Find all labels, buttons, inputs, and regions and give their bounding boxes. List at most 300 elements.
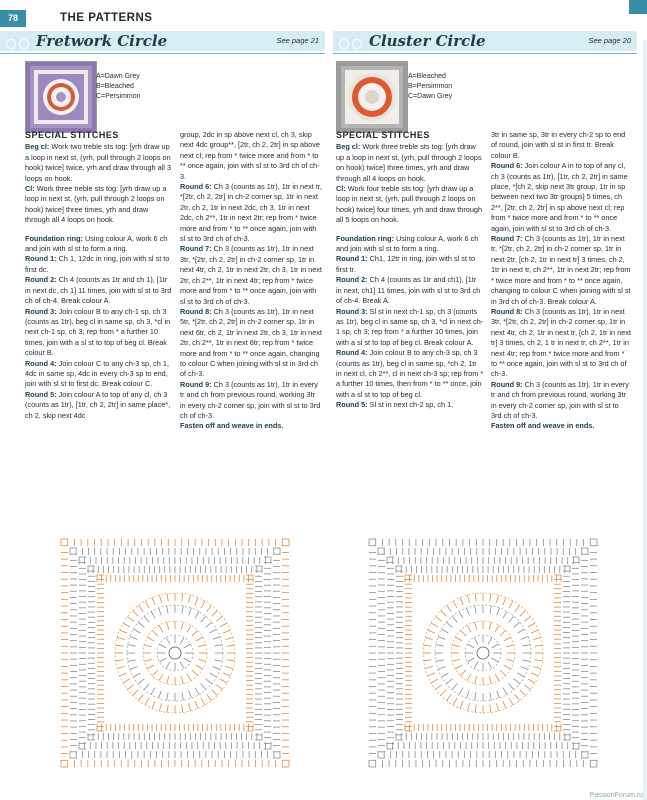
stitch-mark xyxy=(128,645,136,646)
stitch-mark xyxy=(459,688,463,695)
stitch-mark xyxy=(133,611,139,617)
stitch-mark xyxy=(123,623,130,627)
stitch-mark xyxy=(520,690,526,696)
round-label: Round 7: xyxy=(491,234,523,244)
stitch-mark xyxy=(489,676,491,684)
stitch-mark xyxy=(201,698,205,705)
stitch-mark xyxy=(428,673,435,676)
pattern-title-bar-left xyxy=(0,31,325,51)
stitch-mark xyxy=(497,608,500,616)
stitch-mark xyxy=(138,679,144,684)
stitch-mark xyxy=(182,606,183,614)
see-page-link[interactable]: See page 20 xyxy=(588,36,631,45)
stitch-mark xyxy=(152,598,155,605)
stitch-mark xyxy=(216,685,222,690)
stitch-mark xyxy=(492,658,499,662)
stitch-mark xyxy=(503,688,507,695)
instruction-paragraph: Round 5: Sl st in next ch-2 sp, ch 1, xyxy=(336,400,454,410)
stitch-mark xyxy=(195,701,198,708)
instructions-column xyxy=(336,130,484,411)
stitch-mark xyxy=(123,679,130,683)
stitch-mark xyxy=(424,645,432,646)
stitch-mark xyxy=(138,622,144,627)
stitch-mark xyxy=(503,611,507,618)
round-label: Cl: xyxy=(336,184,346,194)
stitch-mark xyxy=(138,694,143,700)
instruction-paragraph: Round 1: Ch1, 12tr in ring, join with sl st to first tr. xyxy=(336,254,476,274)
stitch-mark xyxy=(488,662,492,669)
stitch-mark xyxy=(533,666,541,668)
instruction-paragraph: Round 7: Ch 3 (counts as 1tr), 1tr in next tr, *[2tr, ch 2, 2tr] in ch-2 corner sp, 1tr in next 2tr, [ch 2, 1tr in next tr] 3 times, ch 2, 1tr in next tr, ch 2**, 1tr in next 2tr; rep from * twice more and from * to ** once again, changing to colour C when joining with sl st in 3rd ch of ch-3. Break colour A. xyxy=(491,234,631,306)
stitch-mark xyxy=(495,625,499,632)
round-label: Round 7: xyxy=(180,244,212,254)
stitch-mark xyxy=(467,608,470,616)
stitch-mark xyxy=(452,645,460,647)
instruction-paragraph: Foundation ring: Using colour A, work 6 ch and join with sl st to form a ring. xyxy=(25,233,168,254)
stitch-mark xyxy=(475,676,477,684)
stitch-mark xyxy=(159,644,166,648)
stitch-mark xyxy=(490,606,491,614)
stitch-mark xyxy=(189,608,192,616)
round-label: Round 9: xyxy=(180,379,212,389)
stitch-mark xyxy=(167,606,168,614)
stitch-mark xyxy=(503,598,506,605)
stitch-mark xyxy=(189,691,192,699)
stitch-mark xyxy=(159,674,163,681)
stitch-mark xyxy=(503,701,506,708)
stitch-mark xyxy=(474,662,478,669)
instruction-paragraph: Cl: Work four treble sts tog: [yrh draw up a loop in next st, (yrh, pull through 2 loops on hook) twice] four times, yrh and draw through all 5 loops on hook. xyxy=(336,184,483,225)
stitch-mark xyxy=(116,660,124,661)
stitch-mark xyxy=(120,673,127,676)
instruction-paragraph: Round 7: Ch 3 (counts as 1tr), 1tr in next 3tr, *[2tr, ch 2, 2tr] in ch-2 corner sp, 1tr in next 4tr, ch 2, 1tr in next 2tr, ch 3, 1tr in next 2tr, ch 2**, 1tr in next 4tr; rep from * twice more and from * to ** once again, join with sl st to 3rd ch of ch-3. xyxy=(180,244,322,306)
instruction-paragraph: Round 6: Ch 3 (counts as 1tr), 1tr in next tr, *[2tr, ch 2, 2tr] in ch-2 corner sp, 1tr in next 2tr, ch 2, 1tr in next 2dc, ch 3, 1tr in next 2dc, ch 2**, 1tr in next 2tr; rep from * twice more and from * to ** once again, join with sl st to 3rd ch of ch-3. xyxy=(180,182,322,244)
stitch-mark xyxy=(227,660,235,661)
stitch-mark xyxy=(192,630,198,636)
stitch-mark xyxy=(460,630,466,636)
section-title: THE PATTERNS xyxy=(60,12,153,24)
stitch-mark xyxy=(446,622,452,627)
flower-icon xyxy=(339,36,365,54)
stitch-mark xyxy=(201,684,206,690)
stitch-mark xyxy=(488,637,492,644)
instruction-paragraph: group, 2dc in sp above next cl, ch 3, skip next 4dc group**, [2tr, ch 2, 2tr] in sp above next cl; rep from * twice more and from * to ** once again, join with sl st to 3rd ch of ch-3. xyxy=(180,130,320,181)
stitch-mark xyxy=(460,598,463,605)
stitch-mark xyxy=(515,694,520,700)
stitch-mark xyxy=(212,690,218,696)
stitch-mark xyxy=(159,595,161,603)
stitch-mark xyxy=(223,630,230,633)
stitch-mark xyxy=(436,660,444,661)
stitch-mark xyxy=(167,705,168,713)
colour-key-left xyxy=(96,72,141,102)
stitch-mark xyxy=(206,679,212,684)
round-label: Round 6: xyxy=(491,161,523,171)
stitch-mark xyxy=(210,673,217,677)
stitch-mark xyxy=(435,616,441,621)
instruction-paragraph: Round 2: Ch 4 (counts as 1tr and ch 1), [1tr in next dc, ch 1] 11 times, join with sl st to 3rd ch of ch-4. Break colour A. xyxy=(25,275,172,306)
stitch-mark xyxy=(201,616,206,622)
stitch-mark xyxy=(460,701,463,708)
instruction-paragraph: Beg cl: Work two treble sts tog: [yrh draw up a loop in next st, (yrh, pull through 2 loops on hook) twice] twice, yrh and draw through all 3 loops on hook. xyxy=(25,142,172,183)
stitch-mark xyxy=(144,616,149,622)
instruction-paragraph: Round 5: Join colour A to top of any cl, ch 3 (counts as 1tr), [1tr, ch 2, 2tr] in same place*, ch 2, skip next 4dc xyxy=(25,389,171,420)
stitch-mark xyxy=(425,637,433,639)
stitch-mark xyxy=(144,659,152,661)
stitch-mark xyxy=(128,660,136,661)
stitch-mark xyxy=(475,606,476,614)
stitch-mark xyxy=(535,645,543,646)
stitch-mark xyxy=(117,666,125,668)
stitch-mark xyxy=(467,595,469,603)
stitch-mark xyxy=(496,703,498,711)
instructions-column xyxy=(491,130,631,432)
stitch-mark xyxy=(496,595,498,603)
colour-key-item: C=Persimmon xyxy=(96,93,141,100)
stitch-mark xyxy=(117,637,125,639)
stitch-mark xyxy=(467,658,474,662)
stitch-mark xyxy=(187,625,191,632)
stitch-mark xyxy=(467,644,474,648)
round-label: Round 5: xyxy=(25,389,57,399)
stitch-mark xyxy=(195,688,199,695)
stitch-mark xyxy=(180,637,184,644)
instruction-paragraph: 3tr in same sp, 3tr in every ch-2 sp to end of round, join with sl st in first tr. Break colour B. xyxy=(491,130,626,160)
colour-key-right xyxy=(408,72,452,102)
stitch-mark xyxy=(138,605,143,611)
round-label: Round 6: xyxy=(180,182,212,192)
stitch-mark xyxy=(475,705,476,713)
stitch-mark xyxy=(159,658,166,662)
stitch-mark xyxy=(167,676,169,684)
stitch-mark xyxy=(515,605,520,611)
flower-icon xyxy=(6,36,32,54)
stitch-mark xyxy=(145,601,149,608)
stitch-mark xyxy=(184,658,191,662)
stitch-mark xyxy=(514,679,520,684)
watermark: PassionForum.ru xyxy=(589,792,643,799)
round-label: Foundation ring: xyxy=(25,233,83,243)
stitch-mark xyxy=(475,622,477,630)
stitch-mark xyxy=(127,616,133,621)
stitch-mark xyxy=(500,630,506,636)
stitch-mark xyxy=(144,645,152,647)
stitch-mark xyxy=(467,691,470,699)
pattern-title: Cluster Circle xyxy=(369,32,486,50)
stitch-mark xyxy=(520,611,526,617)
stitch-mark xyxy=(460,670,466,676)
stitch-mark xyxy=(522,660,530,661)
stitch-mark xyxy=(130,667,138,670)
stitch-mark xyxy=(431,623,438,627)
stitch-mark xyxy=(528,679,535,683)
stitch-mark xyxy=(120,630,127,633)
stitch-mark xyxy=(438,667,446,670)
instruction-paragraph: Round 3: Sl st in next ch-1 sp, ch 3 (counts as 1tr), beg cl in same sp, ch 3, *cl in next ch-1 sp, ch 3; rep from * a further 10 times, join with a sl st to top of beg cl. Break colour A. xyxy=(336,306,484,347)
stitch-mark xyxy=(225,666,233,668)
stitch-mark xyxy=(535,660,543,661)
stitch-mark xyxy=(144,684,149,690)
round-label: Round 5: xyxy=(336,400,368,410)
stitch-mark xyxy=(198,645,206,647)
stitch-mark xyxy=(453,698,457,705)
stitch-mark xyxy=(167,594,168,602)
stitch-mark xyxy=(210,629,217,633)
colour-key-item: C=Dawn Grey xyxy=(408,93,453,100)
stitch-mark xyxy=(497,691,500,699)
stitch-mark xyxy=(152,670,158,676)
stitch-mark xyxy=(227,645,235,646)
stitch-mark xyxy=(475,692,476,700)
stitch-mark xyxy=(475,594,476,602)
stitch-mark xyxy=(182,692,183,700)
stitch-mark xyxy=(220,623,227,627)
instructions-column xyxy=(25,130,173,421)
stitch-mark xyxy=(467,674,471,681)
stitch-mark xyxy=(452,616,457,622)
stitch-mark xyxy=(133,690,139,696)
stitch-mark xyxy=(500,670,506,676)
stitch-mark xyxy=(180,662,184,669)
stitch-mark xyxy=(495,674,499,681)
stitch-mark xyxy=(446,679,452,684)
stitch-mark xyxy=(509,698,513,705)
stitch-mark xyxy=(151,688,155,695)
round-label: Round 3: xyxy=(25,306,57,316)
stitch-mark xyxy=(192,670,198,676)
instruction-paragraph: Round 2: Ch 4 (counts as 1tr and ch1), [1tr in next, ch1] 11 times, join with sl st to 3rd ch of ch-4. Break A. xyxy=(336,275,481,306)
stitch-mark xyxy=(216,616,222,621)
stitch-mark xyxy=(184,644,191,648)
stitch-mark xyxy=(188,703,190,711)
stitch-mark xyxy=(214,645,222,646)
stitch-mark xyxy=(147,637,154,641)
pattern-title-bar-right xyxy=(333,31,637,51)
stitch-mark xyxy=(188,595,190,603)
colour-key-item: A=Dawn Grey xyxy=(96,73,140,80)
round-label: Round 4: xyxy=(25,358,57,368)
stitch-mark xyxy=(436,645,444,646)
stitch-mark xyxy=(145,698,149,705)
stitch-mark xyxy=(533,637,541,639)
stitch-mark xyxy=(201,601,205,608)
stitch-mark xyxy=(504,637,511,641)
stitch-mark xyxy=(441,690,447,696)
stitch-mark xyxy=(490,692,491,700)
instruction-paragraph: Round 4: Join colour C to any ch-3 sp, ch 1, 4dc in same sp, 4dc in every ch-3 sp to end, join with sl st to first dc. Break colour C. xyxy=(25,358,169,389)
stitch-mark xyxy=(213,667,221,670)
stitch-mark xyxy=(435,685,441,690)
stitch-mark xyxy=(522,645,530,646)
instruction-paragraph: Round 6: Join colour A in to top of any cl, ch 3 (counts as 1tr), [1tr, ch 2, 2tr] in same place, *[ch 2, skip next 3tr group, 1tr in sp between next two 3tr groups] 5 times, ch 2**, [2tr, ch 2, 2tr] in sp above next cl; rep from * twice more and from * to ** once again, join with sl st to 3rd ch of ch-3. xyxy=(491,161,628,233)
stitch-mark xyxy=(446,694,451,700)
stitch-mark xyxy=(182,594,183,602)
stitch-mark xyxy=(207,605,212,611)
round-label: Foundation ring: xyxy=(336,233,394,243)
corner-tab xyxy=(629,0,647,14)
stitch-mark xyxy=(214,660,222,661)
stitch-mark xyxy=(133,629,140,633)
stitch-mark xyxy=(455,637,462,641)
foundation-ring xyxy=(169,647,181,659)
stitch-mark xyxy=(518,629,525,633)
stitch-mark xyxy=(528,623,535,627)
stitch-mark xyxy=(428,630,435,633)
stitch-mark xyxy=(196,665,203,669)
colour-key-item: A=Bleached xyxy=(408,73,446,80)
crochet-chart-left xyxy=(55,533,295,773)
instruction-paragraph: Round 1: Ch 1, 12dc in ring, join with sl st to first dc. xyxy=(25,254,170,274)
stitch-mark xyxy=(187,674,191,681)
page-header xyxy=(0,0,647,34)
round-label: Beg cl: xyxy=(336,142,361,152)
special-stitches-heading: SPECIAL STITCHES xyxy=(336,130,430,140)
instruction-paragraph xyxy=(491,421,631,431)
round-label: Round 2: xyxy=(25,275,57,285)
stitch-mark xyxy=(467,703,469,711)
stitch-mark xyxy=(467,625,471,632)
divider xyxy=(333,53,637,54)
page-number: 78 xyxy=(0,10,26,27)
stitch-mark xyxy=(206,622,212,627)
stitch-mark xyxy=(159,625,163,632)
stitch-mark xyxy=(181,622,183,630)
round-ring xyxy=(435,605,531,701)
round-label: Round 4: xyxy=(336,348,368,358)
stitch-mark xyxy=(223,673,230,676)
stitch-mark xyxy=(152,701,155,708)
stitch-mark xyxy=(424,660,432,661)
stitch-mark xyxy=(504,665,511,669)
stitch-mark xyxy=(159,608,162,616)
stitch-mark xyxy=(509,684,514,690)
instruction-paragraph: Beg cl: Work three treble sts tog: [yrh draw up a loop in next st, (yrh, pull through 2 loops on hook) twice] three times, yrh and draw through all 4 loops on hook. xyxy=(336,142,482,183)
stitch-mark xyxy=(489,622,491,630)
instruction-paragraph xyxy=(180,421,322,431)
round-label: Round 9: xyxy=(491,379,523,389)
instruction-paragraph: Round 8: Ch 3 (counts as 1tr), 1tr in next 3tr, *[2tr, ch 2, 2tr] in ch-2 corner sp, 1tr in next 4tr, ch 2, 1tr in next tr, [ch 2, 1tr in next tr] 3 times, ch 2, 1 tr in next tr, ch 2**, 1tr in next 4tr; rep from * twice more and from * to ** once again, join with sl st to 3rd ch of ch-3. xyxy=(491,306,631,379)
stitch-mark xyxy=(438,637,446,640)
stitch-mark xyxy=(524,616,530,621)
instruction-paragraph: Round 9: Ch 3 (counts as 1tr), 1tr in every tr and ch from previous round, working 3tr in every ch-2 corner sp, join with sl st to 3rd ch of ch-3. xyxy=(491,379,629,420)
stitch-mark xyxy=(195,598,198,605)
stitch-mark xyxy=(509,616,514,622)
stitch-mark xyxy=(492,644,499,648)
stitch-mark xyxy=(521,637,529,640)
stitch-mark xyxy=(521,667,529,670)
stitch-mark xyxy=(441,611,447,617)
swatch-image-left xyxy=(25,61,97,133)
stitch-mark xyxy=(518,673,525,677)
stitch-mark xyxy=(116,645,124,646)
colour-key-item: B=Persimmon xyxy=(408,83,453,90)
round-label: Round 1: xyxy=(25,254,57,264)
stitch-mark xyxy=(159,703,161,711)
stitch-mark xyxy=(212,611,218,617)
page-edge xyxy=(643,40,647,800)
instruction-paragraph: Cl: Work three treble sts tog: [yrh draw up a loop in next st, (yrh, pull through 2 loops on hook) twice] three times, yrh and draw through all 4 loops on hook. xyxy=(25,184,167,225)
stitch-mark xyxy=(196,637,203,641)
crochet-chart-right xyxy=(363,533,603,773)
stitch-mark xyxy=(490,705,491,713)
see-page-link[interactable]: See page 21 xyxy=(276,36,319,45)
stitch-mark xyxy=(459,611,463,618)
round-label: Round 8: xyxy=(491,306,523,316)
stitch-mark xyxy=(225,637,233,639)
pattern-title: Fretwork Circle xyxy=(36,32,168,50)
stitch-mark xyxy=(425,666,433,668)
stitch-mark xyxy=(506,659,514,661)
special-stitches-heading: SPECIAL STITCHES xyxy=(25,130,119,140)
stitch-mark xyxy=(514,622,520,627)
stitch-mark xyxy=(455,665,462,669)
stitch-mark xyxy=(453,601,457,608)
round-label: Round 2: xyxy=(336,275,368,285)
stitch-mark xyxy=(151,611,155,618)
round-label: Round 1: xyxy=(336,254,368,264)
stitch-mark xyxy=(474,637,478,644)
stitch-mark xyxy=(167,622,169,630)
stitch-mark xyxy=(207,694,212,700)
stitch-mark xyxy=(147,665,154,669)
stitch-mark xyxy=(506,645,514,647)
instruction-paragraph: Round 8: Ch 3 (counts as 1tr), 1tr in next 5tr, *[2tr, ch 2, 2tr] in ch-2 corner sp, 1tr in next 6tr, ch 2, 1tr in next 2tr, ch 3, 1tr in next 2tr, ch 2**, 1tr in next 6tr; rep from * twice more and from * to ** once again, changing to colour C when joining with sl st in 3rd ch of ch-3. xyxy=(180,306,322,379)
stitch-mark xyxy=(182,705,183,713)
round-ring xyxy=(127,605,223,701)
round-label: Fasten off and weave in ends. xyxy=(491,421,595,431)
round-label: Round 3: xyxy=(336,306,368,316)
stitch-mark xyxy=(166,637,170,644)
stitch-mark xyxy=(213,637,221,640)
stitch-mark xyxy=(127,685,133,690)
round-label: Fasten off and weave in ends. xyxy=(180,421,284,431)
round-label: Round 8: xyxy=(180,306,212,316)
stitch-mark xyxy=(167,692,168,700)
instruction-paragraph: Round 9: Ch 3 (counts as 1tr), 1tr in every tr and ch from previous round, working 3tr in every ch-2 corner sp, join with sl st to 3rd ch of ch-3. xyxy=(180,379,321,420)
stitch-mark xyxy=(133,673,140,677)
stitch-mark xyxy=(452,684,457,690)
stitch-mark xyxy=(195,611,199,618)
stitch-mark xyxy=(220,679,227,683)
stitch-mark xyxy=(166,662,170,669)
stitch-mark xyxy=(531,630,538,633)
stitch-mark xyxy=(452,659,460,661)
round-label: Cl: xyxy=(25,184,35,194)
stitch-mark xyxy=(509,601,513,608)
divider xyxy=(0,53,325,54)
stitch-mark xyxy=(159,691,162,699)
stitch-mark xyxy=(531,673,538,676)
instruction-paragraph: Foundation ring: Using colour A, work 6 ch and join with sl st to form a ring. xyxy=(336,233,479,254)
swatch-image-right xyxy=(336,61,408,133)
stitch-mark xyxy=(490,594,491,602)
instructions-column xyxy=(180,130,322,432)
stitch-mark xyxy=(524,685,530,690)
stitch-mark xyxy=(152,630,158,636)
colour-key-item: B=Bleached xyxy=(96,83,134,90)
stitch-mark xyxy=(431,679,438,683)
stitch-mark xyxy=(130,637,138,640)
stitch-mark xyxy=(441,629,448,633)
foundation-ring xyxy=(477,647,489,659)
stitch-mark xyxy=(198,659,206,661)
stitch-mark xyxy=(446,605,451,611)
stitch-mark xyxy=(181,676,183,684)
instruction-paragraph: Round 4: Join colour B to any ch-3 sp, ch 3 (counts as 1tr), beg cl in same sp, *ch 2, 1tr in next cl, ch 2**, cl in next ch-3 sp; rep from * a further 10 times, then from * to ** once, join with a sl st to top of beg cl. xyxy=(336,348,484,399)
round-label: Beg cl: xyxy=(25,142,50,152)
instruction-paragraph: Round 3: Join colour B to any ch-1 sp, ch 3 (counts as 1tr), beg cl in same sp, ch 3, *cl in next ch-1 sp, ch 3; rep from * a further 10 times, join with a sl st to top of beg cl. Break colour B. xyxy=(25,306,171,358)
stitch-mark xyxy=(441,673,448,677)
